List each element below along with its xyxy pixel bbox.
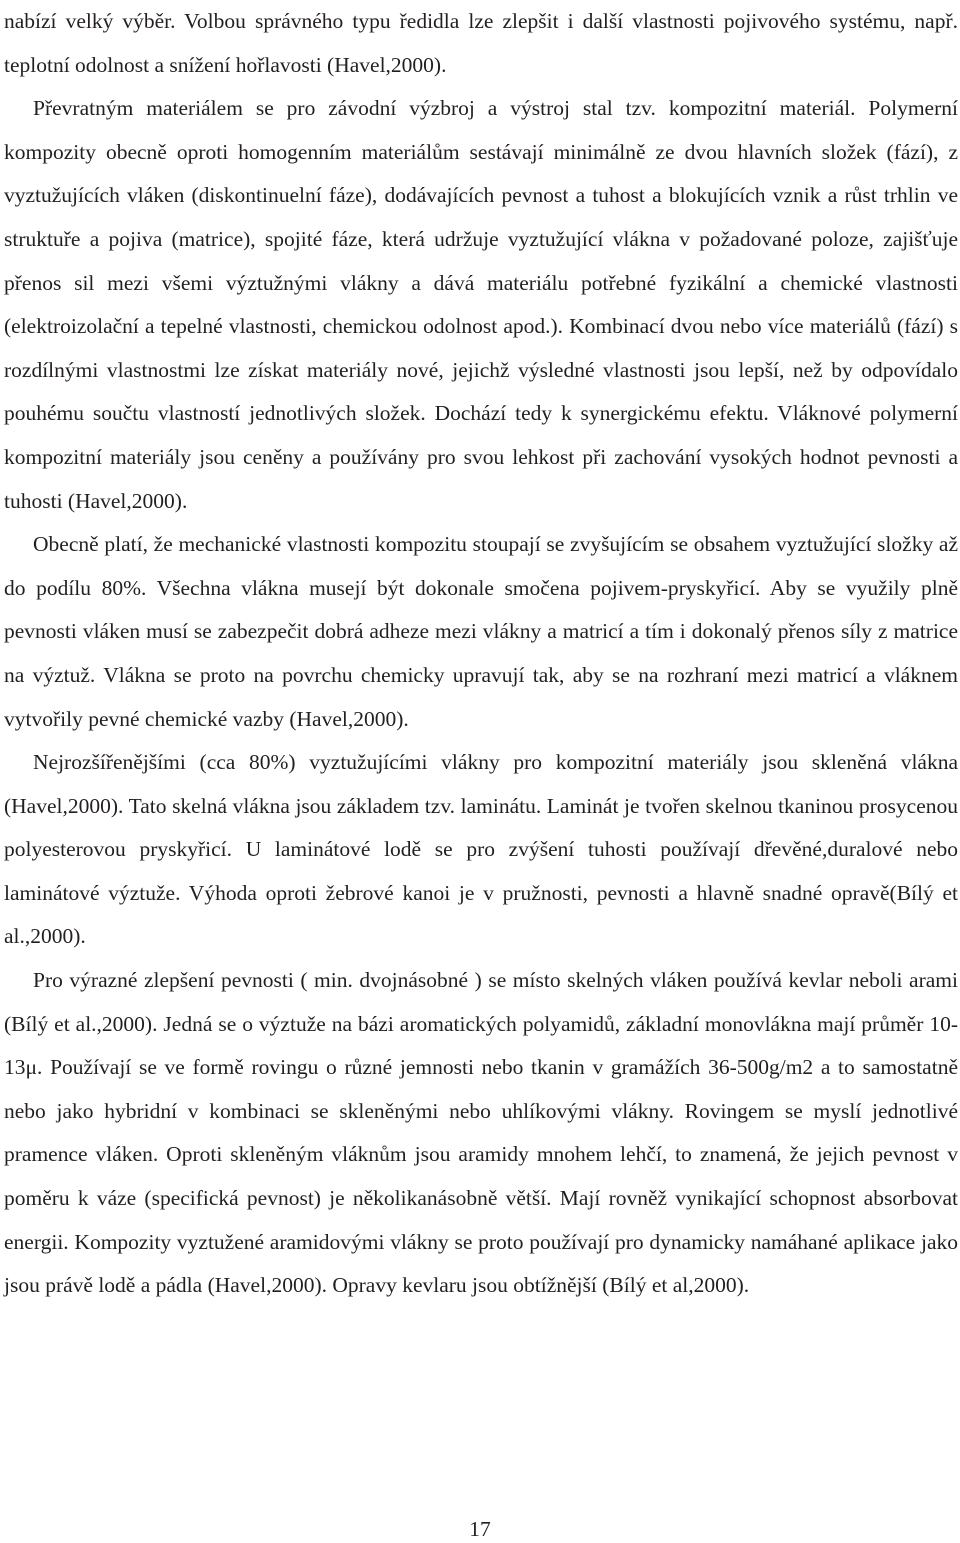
paragraph-4: Nejrozšířenějšími (cca 80%) vyztužujícími vlákny pro kompozitní materiály jsou skleněná vlákna (Havel,2000). Tato skelná vlákna jsou základem tzv. laminátu. Laminát je tvořen skelnou tkaninou prosycenou polyesterovou pryskyřicí. U laminátové lodě se pro zvýšení tuhosti používají dřevěné,duralové nebo laminátové výztuže. Výhoda oproti žebrové kanoi je v pružnosti, pevnosti a hlavně snadné opravě(Bílý et al.,2000).: [4, 750, 958, 949]
paragraph-1: nabízí velký výběr. Volbou správného typu ředidla lze zlepšit i další vlastnosti pojivového systému, např. teplotní odolnost a snížení hořlavosti (Havel,2000).: [4, 9, 958, 77]
paragraph-3: Obecně platí, že mechanické vlastnosti kompozitu stoupají se zvyšujícím se obsahem vyztužující složky až do podílu 80%. Všechna vlákna musejí být dokonale smočena pojivem-pryskyřicí. Aby se využily plně pevnosti vláken musí se zabezpečit dobrá adheze mezi vlákny a matricí a tím i dokonalý přenos síly z matrice na výztuž. Vlákna se proto na povrchu chemicky upravují tak, aby se na rozhraní mezi matricí a vláknem vytvořily pevné chemické vazby (Havel,2000).: [4, 532, 958, 731]
paragraph-2: Převratným materiálem se pro závodní výzbroj a výstroj stal tzv. kompozitní materiál. Polymerní kompozity obecně oproti homogenním materiálům sestávají minimálně ze dvou hlavních složek (fází), z vyztužujících vláken (diskontinuelní fáze), dodávajících pevnost a tuhost a blokujících vznik a růst trhlin ve struktuře a pojiva (matrice), spojité fáze, která udržuje vyztužující vlákna v požadované poloze, zajišťuje přenos sil mezi všemi výztužnými vlákny a dává materiálu potřebné fyzikální a chemické vlastnosti (elektroizolační a tepelné vlastnosti, chemickou odolnost apod.). Kombinací dvou nebo více materiálů (fází) s rozdílnými vlastnostmi lze získat materiály nové, jejichž výsledné vlastnosti jsou lepší, než by odpovídalo pouhému součtu vlastností jednotlivých složek. Dochází tedy k synergickému efektu. Vláknové polymerní kompozitní materiály jsou ceněny a používány pro svou lehkost při zachování vysokých hodnot pevnosti a tuhosti (Havel,2000).: [4, 96, 958, 513]
page-number: 17: [469, 1517, 491, 1541]
paragraph-5: Pro výrazné zlepšení pevnosti ( min. dvojnásobné ) se místo skelných vláken používá kevlar neboli arami (Bílý et al.,2000). Jedná se o výztuže na bázi aromatických polyamidů, základní monovlákna mají průměr 10-13μ. Používají se ve formě rovingu o různé jemnosti nebo tkanin v gramážích 36-500g/m2 a to samostatně nebo jako hybridní v kombinaci se skleněnými nebo uhlíkovými vlákny. Rovingem se myslí jednotlivé pramence vláken. Oproti skleněným vláknům jsou aramidy mnohem lehčí, to znamená, že jejich pevnost v poměru k váze (specifická pevnost) je několikanásobně větší. Mají rovněž vynikající schopnost absorbovat energii. Kompozity vyztužené aramidovými vlákny se proto používají pro dynamicky namáhané aplikace jako jsou právě lodě a pádla (Havel,2000). Opravy kevlaru jsou obtížnější (Bílý et al,2000).: [4, 968, 958, 1298]
body-text: [4, 0, 958, 1308]
